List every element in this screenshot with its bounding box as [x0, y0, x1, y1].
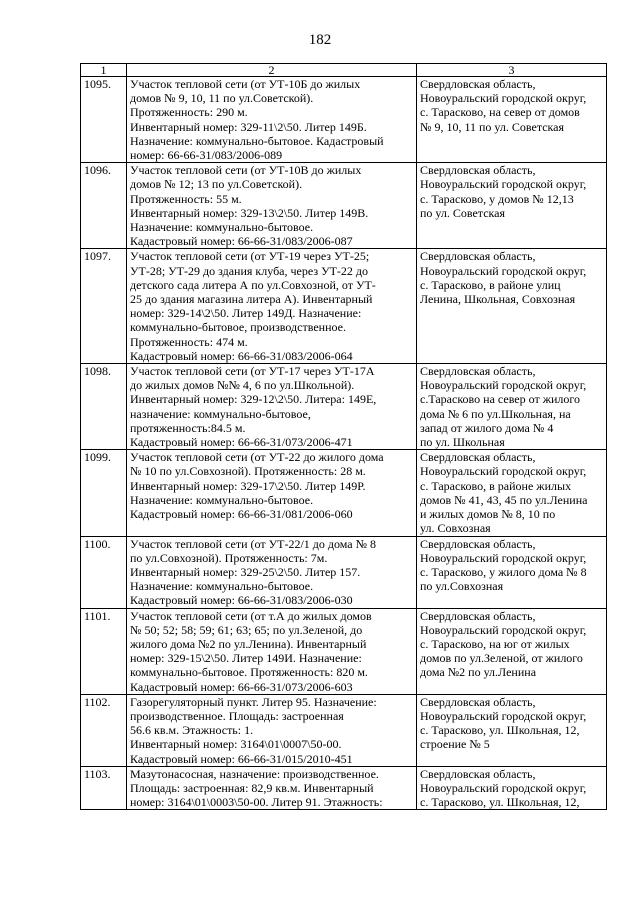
row-number-cell: 1101. [81, 608, 127, 694]
description-cell: Участок тепловой сети (от т.А до жилых домов № 50; 52; 58; 59; 61; 63; 65; по ул.Зеленой, до жилого дома №2 по ул.Ленина). Инвентарный номер: 329-15\2\50. Литер 149И. Назначение: коммунально-бытовое. Протяженность: 820 м. Кадастровый номер: 66-66-31/073/2006-603 [127, 608, 417, 694]
address-cell: Свердловская область, Новоуральский городской округ, с. Тарасково, ул. Школьная, 12, [417, 766, 607, 810]
address-cell: Свердловская область, Новоуральский городской округ, с. Тарасково, на юг от жилых домов по ул.Зеленой, от жилого дома №2 по ул.Ленина [417, 608, 607, 694]
description-cell: Участок тепловой сети (от УТ-17 через УТ-17А до жилых домов №№ 4, 6 по ул.Школьной). Инвентарный номер: 329-12\2\50. Литера: 149Е, назначение: коммунально-бытовое, протяженность:84.5 м. Кадастровый номер: 66-66-31/073/2006-471 [127, 364, 417, 450]
table-row [81, 450, 607, 536]
address-cell: Свердловская область, Новоуральский городской округ, с.Тарасково на север от жилого дома № 6 по ул.Школьная, на запад от жилого дома № 4 по ул. Школьная [417, 364, 607, 450]
description-cell: Мазутонасосная, назначение: производственное. Площадь: застроенная: 82,9 кв.м. Инвентарный номер: 3164\01\0003\50-00. Литер 91. Этажность: [127, 766, 417, 810]
address-cell: Свердловская область, Новоуральский городской округ, с. Тарасково, у жилого дома № 8 по ул.Совхозная [417, 536, 607, 608]
table-row [81, 77, 607, 163]
description-cell: Участок тепловой сети (от УТ-10Б до жилых домов № 9, 10, 11 по ул.Советской). Протяженность: 290 м. Инвентарный номер: 329-11\2\50. Литер 149Б. Назначение: коммунально-бытовое. Кадастровый номер: 66-66-31/083/2006-089 [127, 77, 417, 163]
row-number-cell: 1098. [81, 364, 127, 450]
row-number-cell: 1097. [81, 249, 127, 364]
page-cutoff [0, 840, 640, 905]
row-number-cell: 1096. [81, 163, 127, 249]
description-cell: Участок тепловой сети (от УТ-10В до жилых домов № 12; 13 по ул.Советской). Протяженность: 55 м. Инвентарный номер: 329-13\2\50. Литер 149В. Назначение: коммунально-бытовое. Кадастровый номер: 66-66-31/083/2006-087 [127, 163, 417, 249]
description-cell: Газорегуляторный пункт. Литер 95. Назначение: производственное. Площадь: застроенная 56.6 кв.м. Этажность: 1. Инвентарный номер: 3164\01\0007\50-00. Кадастровый номер: 66-66-31/015/2010-451 [127, 694, 417, 766]
page-number: 182 [308, 32, 332, 48]
property-registry-table [80, 63, 607, 810]
description-cell: Участок тепловой сети (от УТ-22/1 до дома № 8 по ул.Совхозной). Протяженность: 7м. Инвентарный номер: 329-25\2\50. Литер 157. Назначение: коммунально-бытовое. Кадастровый номер: 66-66-31/083/2006-030 [127, 536, 417, 608]
table-row [81, 536, 607, 608]
row-number-cell: 1103. [81, 766, 127, 810]
row-number-cell: 1100. [81, 536, 127, 608]
address-cell: Свердловская область, Новоуральский городской округ, с. Тарасково, ул. Школьная, 12, строение № 5 [417, 694, 607, 766]
table-row [81, 249, 607, 364]
table-row [81, 608, 607, 694]
table-row [81, 694, 607, 766]
row-number-cell: 1102. [81, 694, 127, 766]
description-cell: Участок тепловой сети (от УТ-19 через УТ-25; УТ-28; УТ-29 до здания клуба, через УТ-22 до детского сада литера А по ул.Совхозной, от УТ- 25 до здания магазина литера А). Инвентарный номер: 329-14\2\50. Литер 149Д. Назначение: коммунально-бытовое, производственное. Протяженность: 474 м. Кадастровый номер: 66-66-31/083/2006-064 [127, 249, 417, 364]
address-cell: Свердловская область, Новоуральский городской округ, с. Тарасково, в районе улиц Ленина, Школьная, Совхозная [417, 249, 607, 364]
column-header-description: 2 [127, 64, 417, 77]
address-cell: Свердловская область, Новоуральский городской округ, с. Тарасково, в районе жилых домов № 41, 43, 45 по ул.Ленина и жилых домов № 8, 10 по ул. Совхозная [417, 450, 607, 536]
table-row [81, 163, 607, 249]
description-cell: Участок тепловой сети (от УТ-22 до жилого дома № 10 по ул.Совхозной). Протяженность: 28 м. Инвентарный номер: 329-17\2\50. Литер 149Р. Назначение: коммунально-бытовое. Кадастровый номер: 66-66-31/081/2006-060 [127, 450, 417, 536]
table-row [81, 766, 607, 810]
column-header-address: 3 [417, 64, 607, 77]
column-header-number: 1 [81, 64, 127, 77]
table-header-row [81, 64, 607, 77]
table-row [81, 364, 607, 450]
row-number-cell: 1099. [81, 450, 127, 536]
address-cell: Свердловская область, Новоуральский городской округ, с. Тарасково, у домов № 12,13 по ул. Советская [417, 163, 607, 249]
row-number-cell: 1095. [81, 77, 127, 163]
address-cell: Свердловская область, Новоуральский городской округ, с. Тарасково, на север от домов № 9, 10, 11 по ул. Советская [417, 77, 607, 163]
